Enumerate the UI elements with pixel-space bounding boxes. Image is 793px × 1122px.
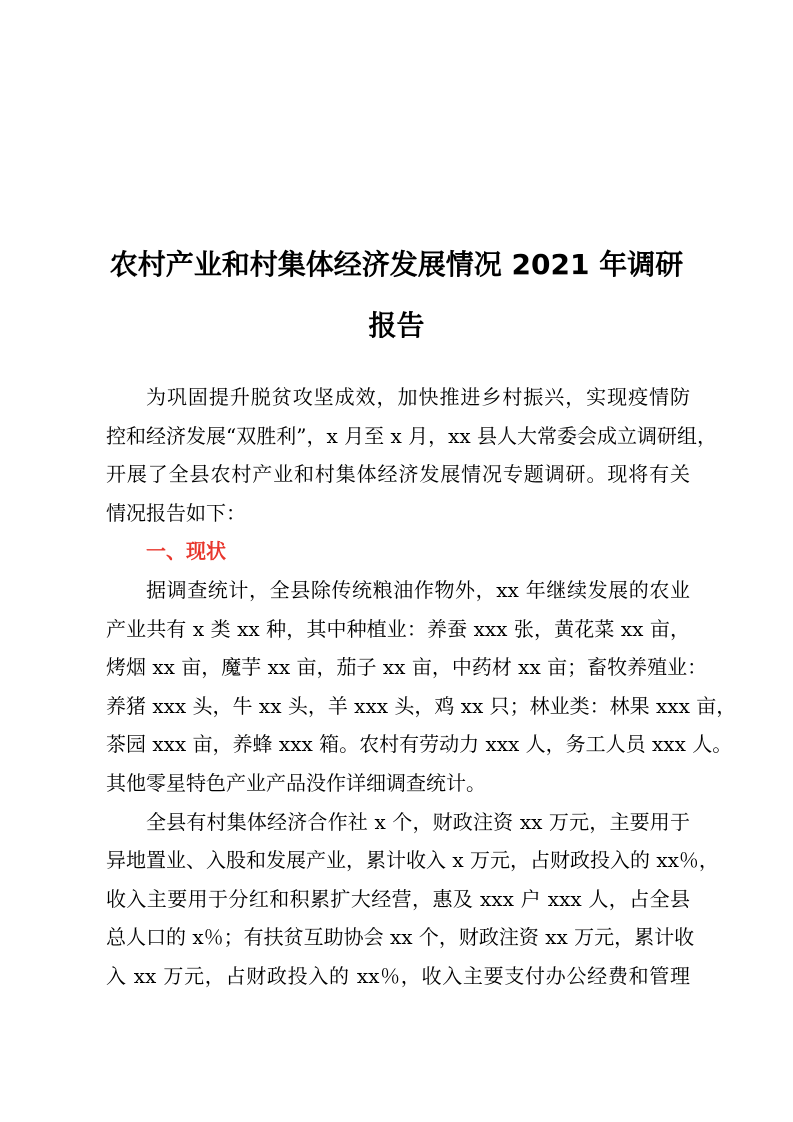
paragraph-line: 为巩固提升脱贫攻坚成效，加快推进乡村振兴，实现疫情防 bbox=[146, 385, 690, 409]
paragraph-line: 收入主要用于分红和积累扩大经营，惠及 xxx 户 xxx 人，占全县 bbox=[106, 886, 690, 911]
paragraph-statistics bbox=[106, 571, 737, 803]
paragraph-line: 产业共有 x 类 xx 种，其中种植业：养蚕 xxx 张，黄花菜 xx 亩， bbox=[106, 616, 690, 641]
paragraph-line: 入 xx 万元，占财政投入的 xx％，收入主要支付办公经费和管理 bbox=[106, 963, 690, 988]
paragraph-line: 其他零星特色产业产品没作详细调查统计。 bbox=[106, 770, 486, 795]
paragraph-line: 茶园 xxx 亩，养蜂 xxx 箱。农村有劳动力 xxx 人，务工人员 xxx 人。 bbox=[106, 732, 733, 757]
paragraph-line: 总人口的 x％；有扶贫互助协会 xx 个，财政注资 xx 万元，累计收 bbox=[106, 925, 695, 950]
paragraph-line: 情况报告如下： bbox=[106, 500, 246, 525]
document-title-line-1: 农村产业和村集体经济发展情况 2021 年调研 bbox=[109, 248, 684, 281]
document-title-line-2: 报告 bbox=[368, 309, 425, 342]
paragraph-line: 开展了全县农村产业和村集体经济发展情况专题调研。现将有关 bbox=[106, 462, 690, 487]
paragraph-intro bbox=[106, 378, 717, 532]
paragraph-line: 养猪 xxx 头，牛 xx 头，羊 xxx 头，鸡 xx 只；林业类：林果 xxx 亩， bbox=[106, 693, 737, 718]
section-heading-status: 一、现状 bbox=[146, 539, 226, 564]
paragraph-line: 据调查统计，全县除传统粮油作物外，xx 年继续发展的农业 bbox=[146, 577, 690, 602]
paragraph-line: 烤烟 xx 亩，魔芋 xx 亩，茄子 xx 亩，中药材 xx 亩；畜牧养殖业： bbox=[106, 655, 708, 680]
paragraph-line: 控和经济发展“双胜利”，x 月至 x 月，xx 县人大常委会成立调研组， bbox=[106, 423, 717, 448]
paragraph-collective-economy bbox=[106, 803, 719, 996]
paragraph-line: 全县有村集体经济合作社 x 个，财政注资 xx 万元，主要用于 bbox=[146, 809, 690, 834]
paragraph-line: 异地置业、入股和发展产业，累计收入 x 万元，占财政投入的 xx％， bbox=[106, 848, 719, 873]
document-body bbox=[106, 378, 737, 996]
